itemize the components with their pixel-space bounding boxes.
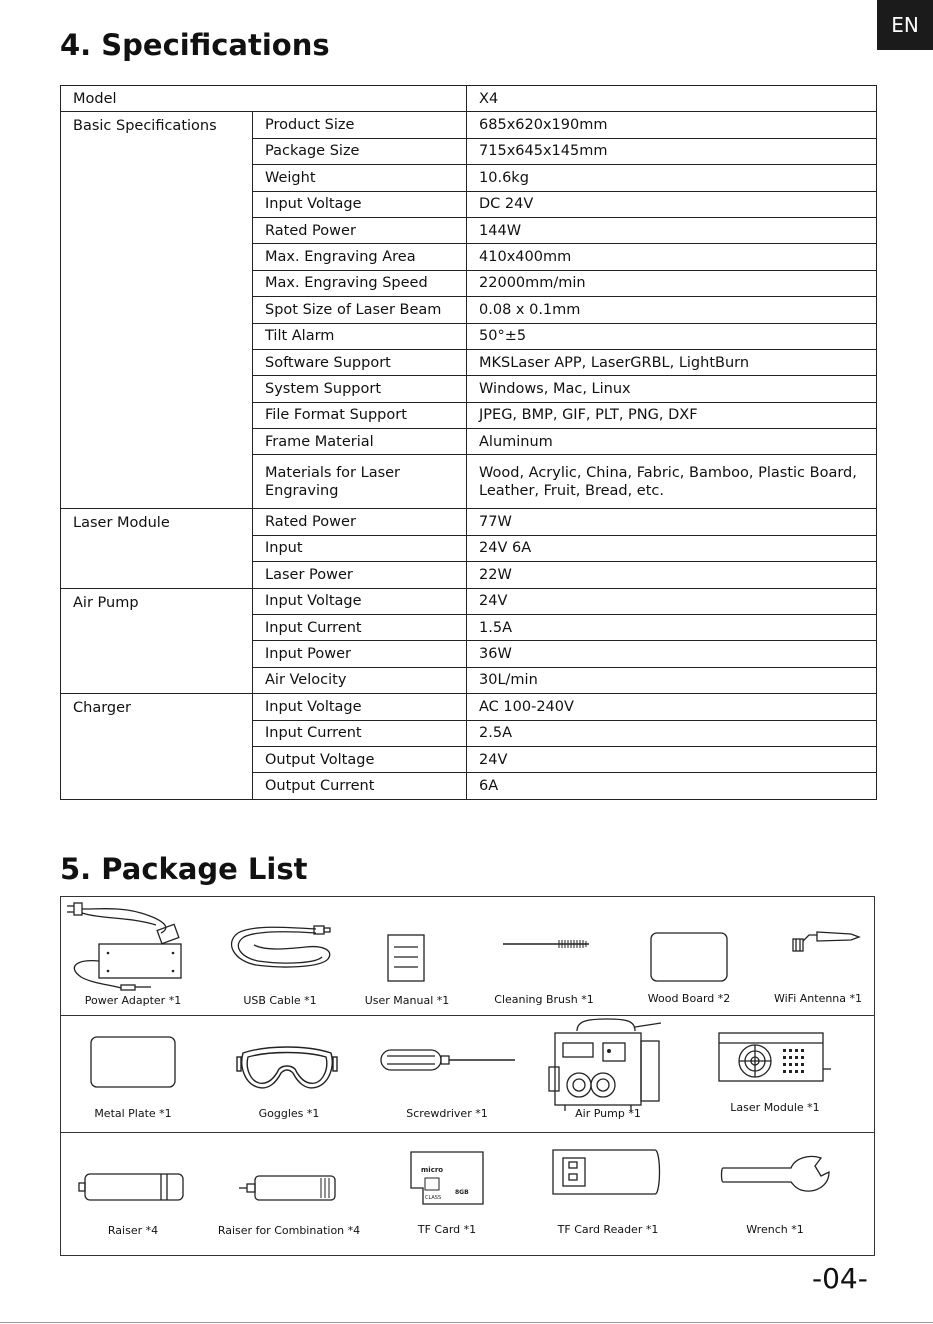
spec-name: Tilt Alarm [253, 323, 467, 349]
laser-module-icon [715, 1029, 835, 1085]
screwdriver-icon [379, 1047, 519, 1073]
spec-value: AC 100-240V [467, 694, 877, 720]
spec-name: Rated Power [253, 217, 467, 243]
package-item-label: Raiser *4 [107, 1224, 159, 1237]
spec-table [60, 85, 877, 800]
power-adapter-icon [61, 897, 191, 997]
spec-category: Laser Module [61, 509, 253, 588]
package-item-label: USB Cable *1 [243, 994, 317, 1007]
air-pump-icon [547, 1017, 667, 1113]
spec-name: System Support [253, 376, 467, 402]
spec-value: 144W [467, 217, 877, 243]
spec-name: Max. Engraving Area [253, 244, 467, 270]
language-tab [877, 0, 933, 50]
spec-name: Spot Size of Laser Beam [253, 297, 467, 323]
spec-value: JPEG, BMP, GIF, PLT, PNG, DXF [467, 402, 877, 428]
package-item-label: User Manual *1 [364, 994, 450, 1007]
spec-name: Frame Material [253, 429, 467, 455]
package-item-label: Wood Board *2 [647, 992, 731, 1005]
package-item-label: Wrench *1 [746, 1223, 804, 1236]
spec-value: 22W [467, 562, 877, 588]
spec-value: 77W [467, 509, 877, 535]
package-item-label: TF Card Reader *1 [557, 1223, 659, 1236]
package-row [61, 897, 874, 1016]
spec-value: Wood, Acrylic, China, Fabric, Bamboo, Plastic Board, Leather, Fruit, Bread, etc. [467, 455, 877, 509]
spec-name: Input Current [253, 615, 467, 641]
spec-name: Input Voltage [253, 588, 467, 614]
spec-name: File Format Support [253, 402, 467, 428]
spec-value: 36W [467, 641, 877, 667]
wifi-antenna-icon [791, 927, 863, 957]
package-row [61, 1132, 874, 1256]
spec-name: Input Voltage [253, 191, 467, 217]
page-number: -04- [812, 1262, 868, 1295]
package-section-title: 5. Package List [60, 852, 308, 886]
user-manual-icon [386, 933, 426, 983]
tf-card-capacity: 8GB [455, 1189, 469, 1196]
spec-category: Air Pump [61, 588, 253, 694]
spec-value: 1.5A [467, 615, 877, 641]
spec-name: Input [253, 535, 467, 561]
raiser-icon [77, 1170, 193, 1204]
spec-name: Output Voltage [253, 746, 467, 772]
spec-row [61, 694, 877, 720]
spec-value: Aluminum [467, 429, 877, 455]
spec-row [61, 588, 877, 614]
spec-name: Rated Power [253, 509, 467, 535]
spec-row [61, 509, 877, 535]
wood-board-icon [649, 931, 729, 983]
spec-name: Package Size [253, 138, 467, 164]
spec-value: 0.08 x 0.1mm [467, 297, 877, 323]
spec-name: Input Voltage [253, 694, 467, 720]
bottom-divider [0, 1322, 933, 1323]
package-item-label: Power Adapter *1 [84, 994, 182, 1007]
spec-name: Max. Engraving Speed [253, 270, 467, 296]
spec-value: DC 24V [467, 191, 877, 217]
spec-row [61, 112, 877, 138]
spec-name: Software Support [253, 349, 467, 375]
spec-value: 22000mm/min [467, 270, 877, 296]
spec-value: 10.6kg [467, 165, 877, 191]
svg-text:CLASS: CLASS [425, 1195, 442, 1201]
spec-category: Basic Specifications [61, 112, 253, 509]
package-item-label: WiFi Antenna *1 [773, 992, 863, 1005]
spec-section-title: 4. Specifications [60, 28, 330, 62]
wrench-icon [721, 1154, 831, 1196]
tf-card-icon [409, 1150, 485, 1206]
svg-text:micro: micro [421, 1166, 444, 1174]
spec-value: 6A [467, 773, 877, 799]
spec-value: MKSLaser APP, LaserGRBL, LightBurn [467, 349, 877, 375]
model-value: X4 [467, 86, 877, 112]
package-item-label: TF Card *1 [417, 1223, 477, 1236]
spec-value: 685x620x190mm [467, 112, 877, 138]
package-item-label: Metal Plate *1 [94, 1107, 172, 1120]
package-item-label: Goggles *1 [258, 1107, 320, 1120]
spec-value: 410x400mm [467, 244, 877, 270]
spec-value: Windows, Mac, Linux [467, 376, 877, 402]
spec-value: 715x645x145mm [467, 138, 877, 164]
spec-value: 24V [467, 588, 877, 614]
spec-name: Laser Power [253, 562, 467, 588]
spec-name: Product Size [253, 112, 467, 138]
language-label: EN [891, 13, 919, 37]
spec-name: Output Current [253, 773, 467, 799]
package-item-label: Raiser for Combination *4 [217, 1224, 361, 1237]
raiser-combination-icon [237, 1172, 341, 1204]
spec-name: Weight [253, 165, 467, 191]
package-item-label: Air Pump *1 [575, 1107, 641, 1120]
spec-name: Input Power [253, 641, 467, 667]
usb-cable-icon [226, 919, 336, 979]
cleaning-brush-icon [501, 937, 591, 951]
package-list [60, 896, 875, 1256]
spec-value: 24V 6A [467, 535, 877, 561]
spec-name: Materials for Laser Engraving [253, 455, 467, 509]
package-item-label: Screwdriver *1 [406, 1107, 488, 1120]
model-label: Model [61, 86, 467, 112]
spec-value: 50°±5 [467, 323, 877, 349]
spec-name: Input Current [253, 720, 467, 746]
package-item-label: Cleaning Brush *1 [494, 993, 594, 1006]
spec-name: Air Velocity [253, 667, 467, 693]
goggles-icon [237, 1043, 337, 1093]
spec-value: 2.5A [467, 720, 877, 746]
spec-category: Charger [61, 694, 253, 800]
spec-value: 24V [467, 746, 877, 772]
package-item-label: Laser Module *1 [730, 1101, 820, 1114]
tf-card-reader-icon [551, 1148, 663, 1196]
metal-plate-icon [89, 1035, 177, 1089]
package-row [61, 1015, 874, 1133]
spec-value: 30L/min [467, 667, 877, 693]
spec-row-model [61, 86, 877, 112]
